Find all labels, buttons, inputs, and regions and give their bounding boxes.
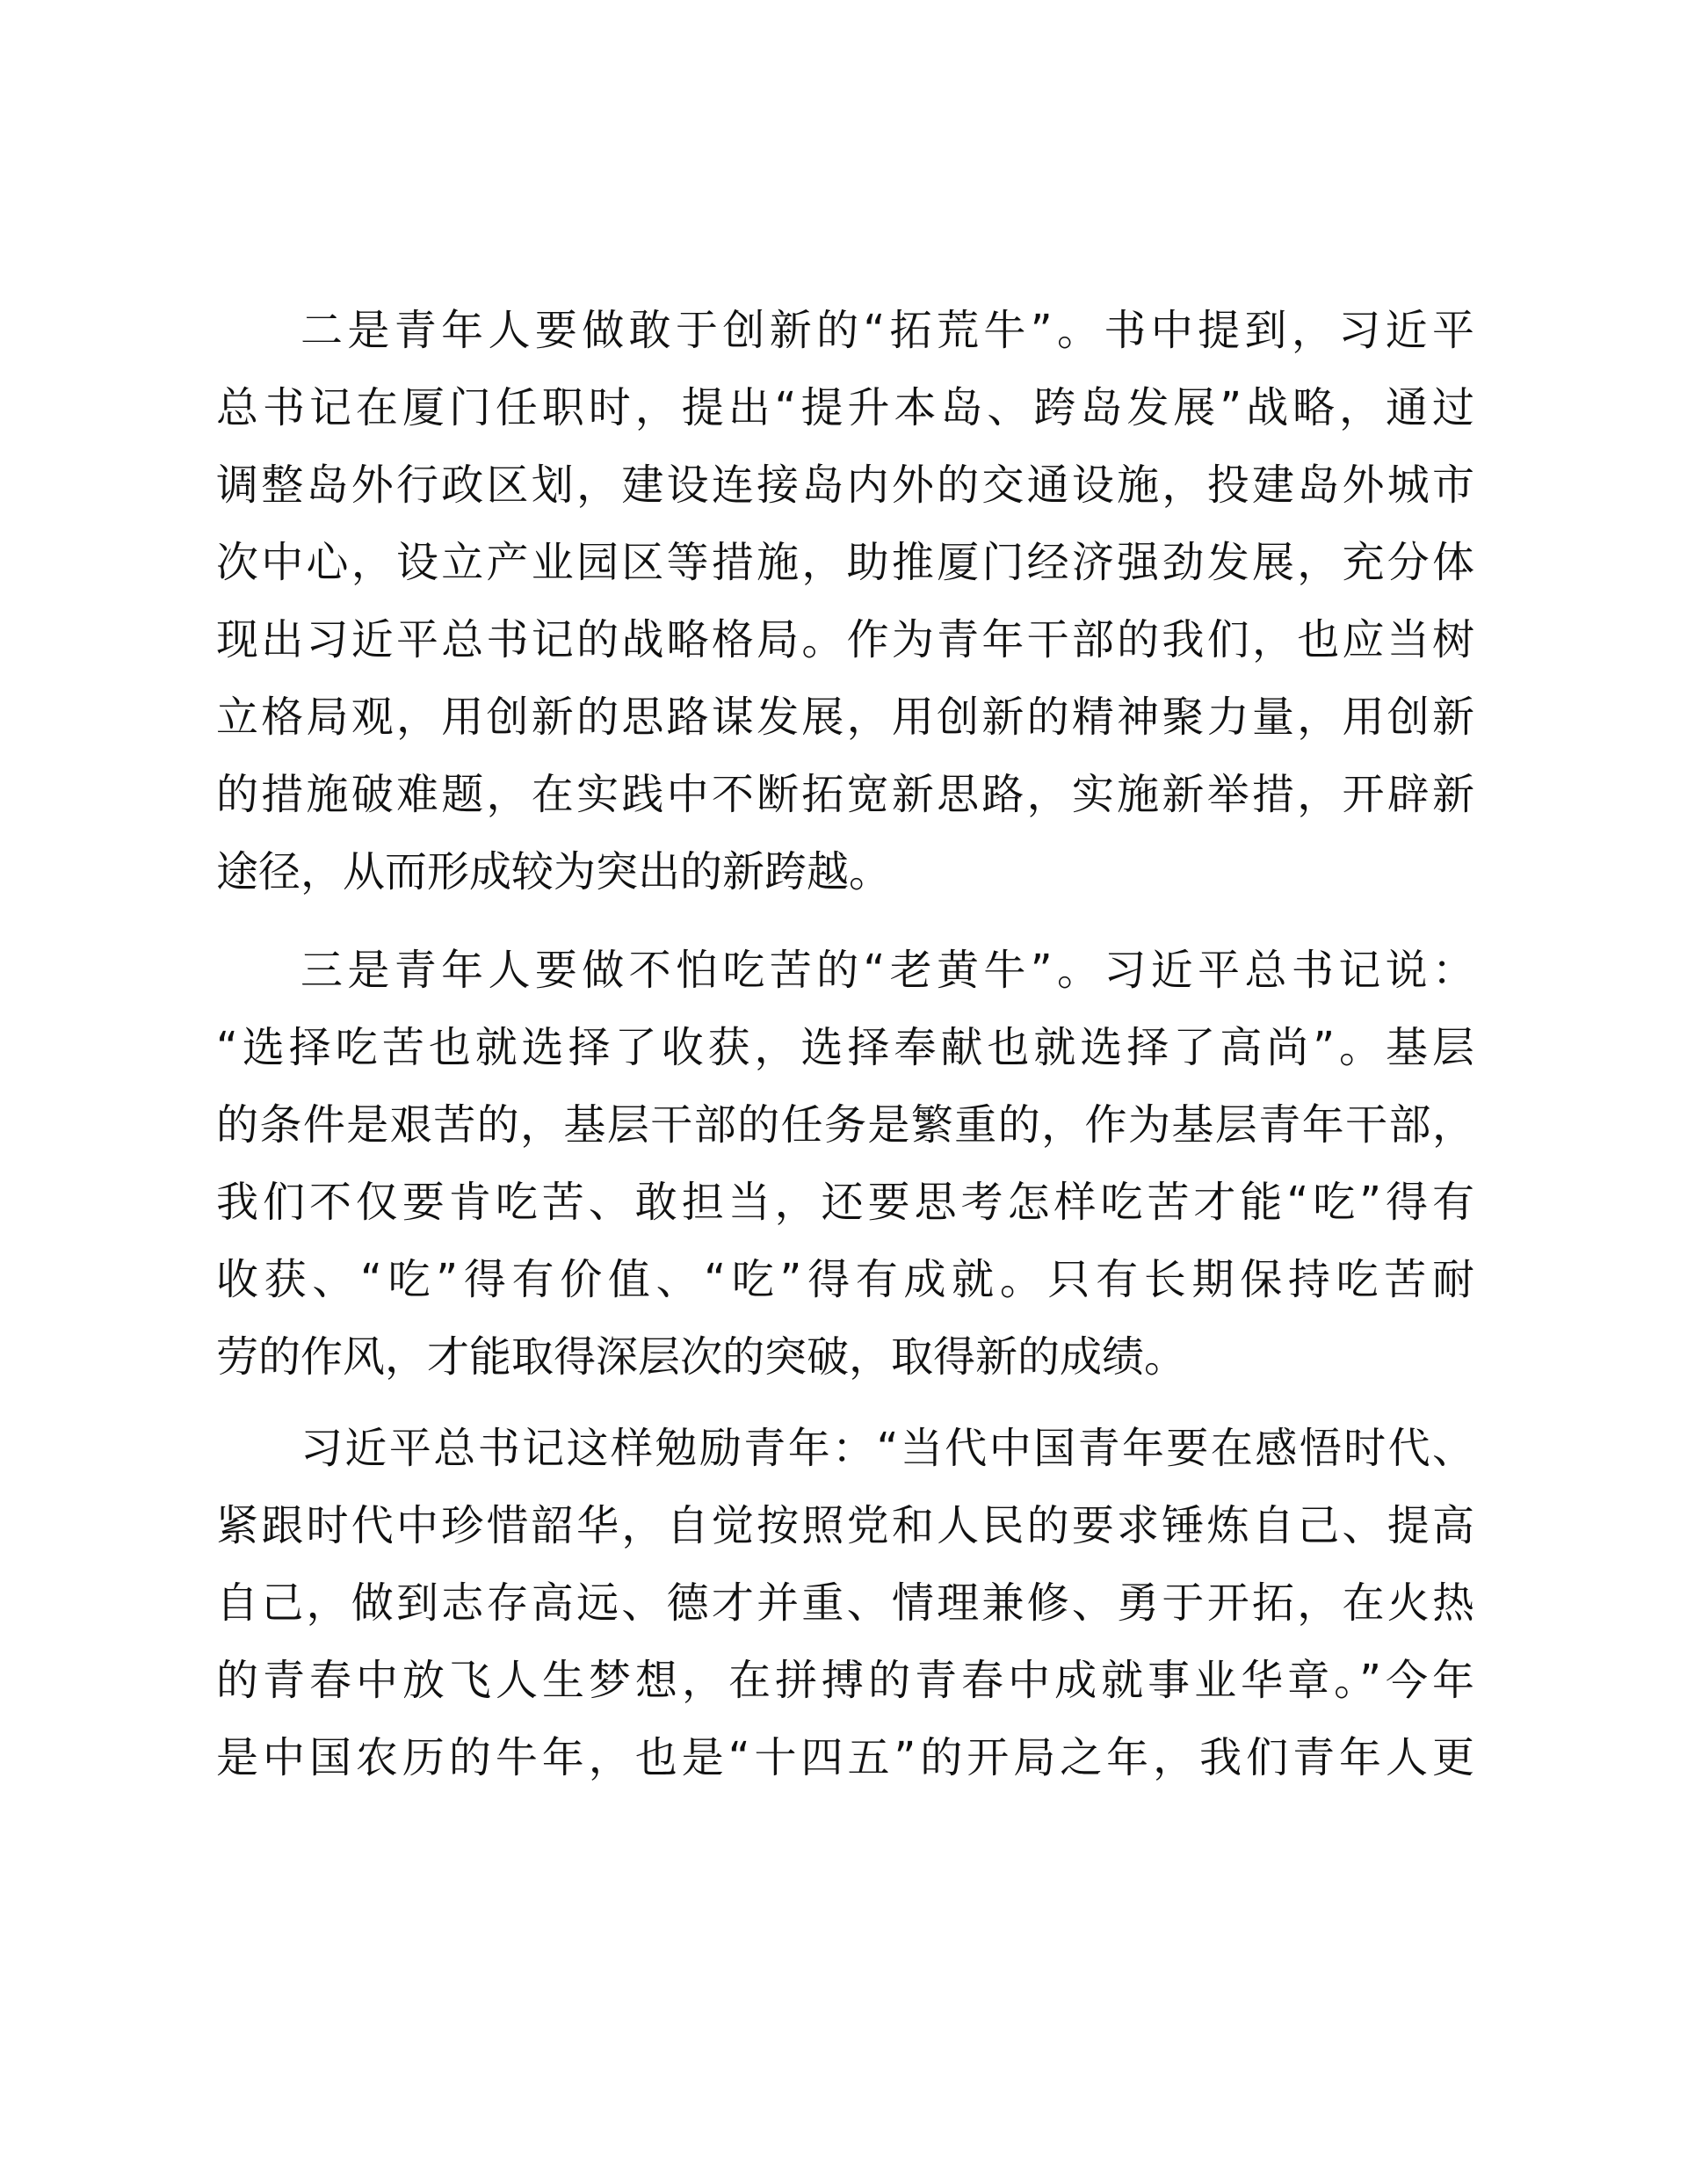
paragraph-3: [216, 1410, 1474, 1796]
paragraph-line: 途径，从而形成较为突出的新跨越。: [216, 847, 892, 896]
paragraph-line: 是中国农历的牛年，也是“十四五”的开局之年，我们青年人更: [216, 1733, 1474, 1782]
paragraph-1: [216, 292, 1474, 911]
paragraph-line: 三是青年人要做不怕吃苦的“老黄牛”。习近平总书记说：: [300, 946, 1474, 995]
paragraph-2: [216, 932, 1474, 1396]
paragraph-line: 的条件是艰苦的，基层干部的任务是繁重的，作为基层青年干部，: [216, 1100, 1474, 1150]
paragraph-line: 调整岛外行政区划，建设连接岛内外的交通设施，投建岛外城市: [216, 461, 1474, 510]
paragraph-line: “选择吃苦也就选择了收获，选择奉献也就选择了高尚”。基层: [216, 1023, 1474, 1072]
paragraph-line: 我们不仅要肯吃苦、敢担当，还要思考怎样吃苦才能“吃”得有: [216, 1178, 1474, 1227]
paragraph-line: 习近平总书记这样勉励青年：“当代中国青年要在感悟时代、: [300, 1424, 1474, 1473]
paragraph-line: 收获、“吃”得有价值、“吃”得有成就。只有长期保持吃苦耐: [216, 1255, 1474, 1304]
paragraph-line: 的措施破难题，在实践中不断拓宽新思路，实施新举措，开辟新: [216, 770, 1474, 819]
paragraph-line: 劳的作风，才能取得深层次的突破，取得新的成绩。: [216, 1332, 1187, 1382]
paragraph-line: 的青春中放飞人生梦想，在拼搏的青春中成就事业华章。”今年: [216, 1656, 1474, 1705]
paragraph-line: 二是青年人要做敢于创新的“拓荒牛”。书中提到，习近平: [300, 306, 1474, 355]
paragraph-line: 紧跟时代中珍惜韶华，自觉按照党和人民的要求锤炼自己、提高: [216, 1501, 1474, 1550]
paragraph-line: 立格局观，用创新的思路谋发展，用创新的精神聚力量，用创新: [216, 693, 1474, 742]
paragraph-line: 总书记在厦门任职时，提出“提升本岛、跨岛发展”战略，通过: [216, 383, 1474, 432]
paragraph-line: 自己，做到志存高远、德才并重、情理兼修、勇于开拓，在火热: [216, 1578, 1474, 1628]
paragraph-line: 现出习近平总书记的战略格局。作为青年干部的我们，也应当树: [216, 615, 1474, 664]
paragraph-line: 次中心，设立产业园区等措施，助推厦门经济强劲发展，充分体: [216, 538, 1474, 587]
